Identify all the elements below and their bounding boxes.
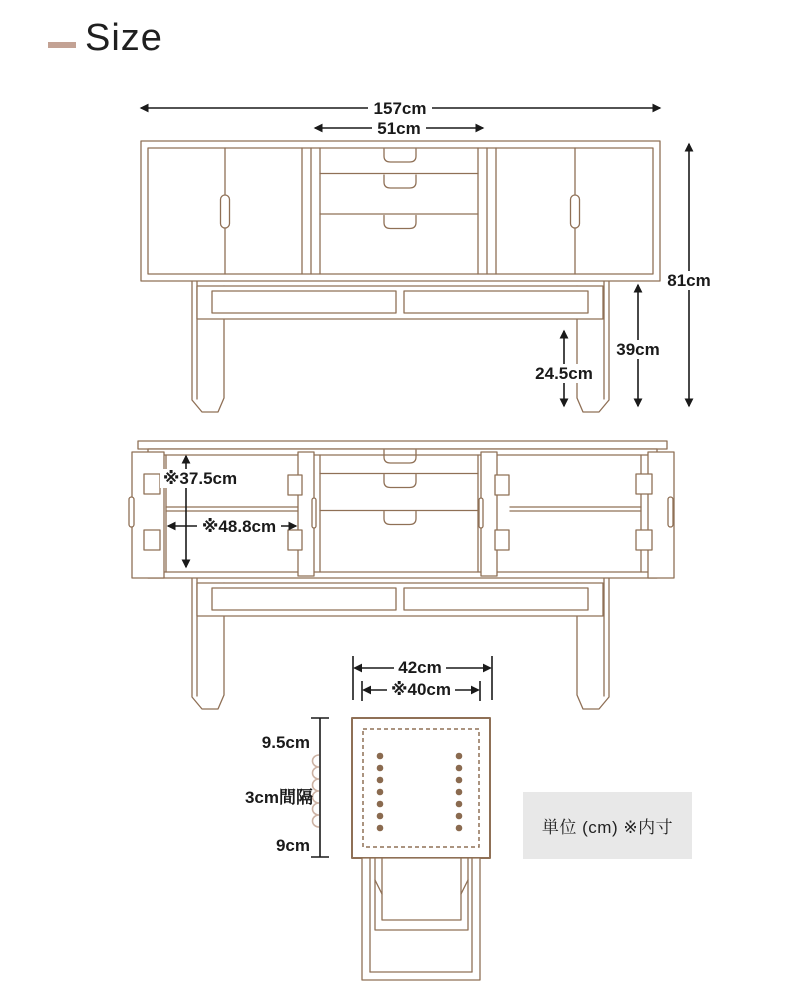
dim-outer-depth: 42cm [398,658,442,677]
unit-note [523,792,692,859]
dim-total-width: 157cm [373,99,427,118]
dim-center-width: 51cm [377,119,421,138]
unit-note-text: 単位 (cm) ※内寸 [541,818,674,837]
side-panel [352,718,490,858]
top-board [138,441,667,449]
hinge [144,474,160,494]
dim-inner-depth: ※40cm [390,680,452,699]
hinge [495,475,509,495]
side-leg [362,858,480,980]
dim-hole-pitch: 3cm間隔 [244,788,313,807]
opened-door-left [132,452,164,578]
hinge [636,474,652,494]
front-view [141,99,715,412]
hinge [495,530,509,550]
dim-inner-height: ※37.5cm [162,469,238,488]
dim-shelf-clearance: 24.5cm [535,364,593,383]
hinge [144,530,160,550]
left-door-handle [221,195,230,228]
right-door-handle [571,195,580,228]
dim-hole-bottom-offset: 9cm [275,836,310,855]
pitch-coil [313,755,320,827]
hinge [288,475,302,495]
side-depth-view [245,656,492,980]
hinge [636,530,652,550]
dim-total-height: 81cm [667,271,711,290]
dim-hole-top-offset: 9.5cm [261,733,310,752]
page-title: Size [85,17,163,59]
hinge [288,530,302,550]
dim-inner-width: ※48.8cm [201,517,277,536]
dim-leg-clearance: 39cm [616,340,660,359]
